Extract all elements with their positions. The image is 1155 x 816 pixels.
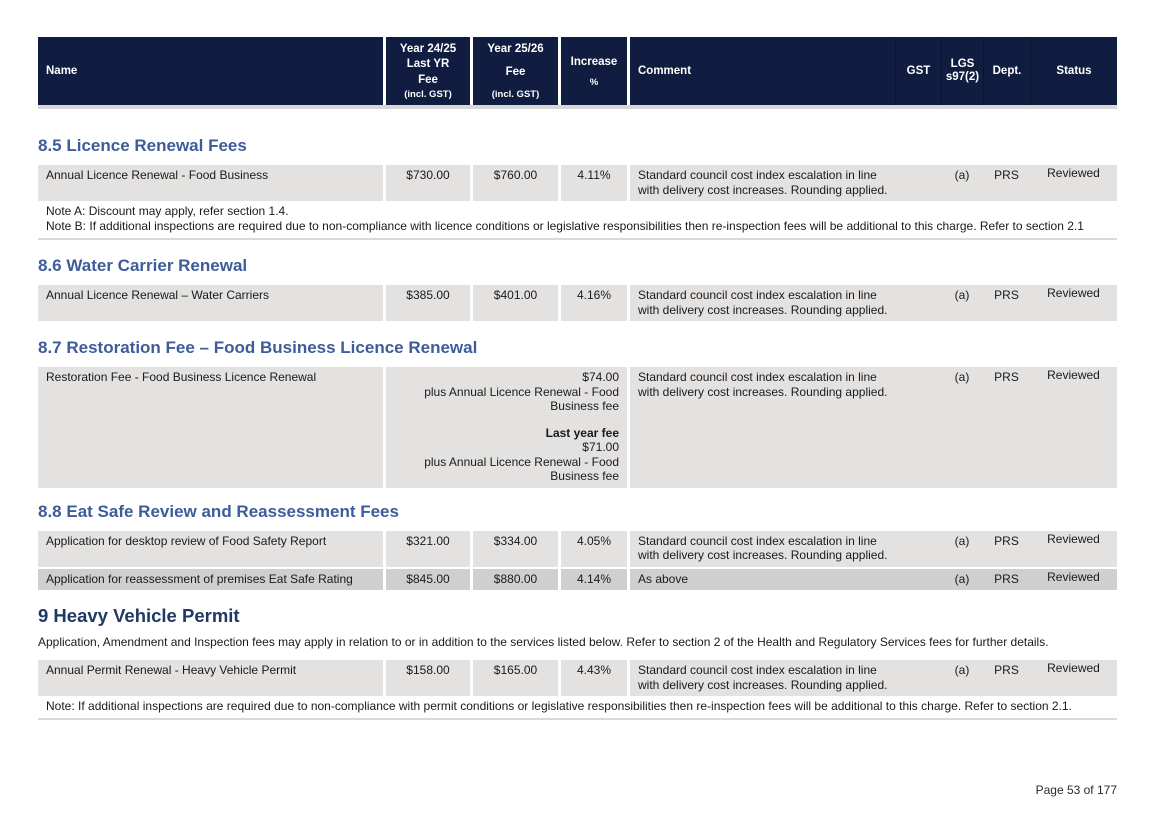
fee-composite-value: $74.00 plus Annual Licence Renewal - Food Business fee Last year fee $71.00 plus Annual Licence Renewal - Food Business fee — [386, 367, 627, 488]
table-row — [38, 569, 1117, 591]
page-number: Page 53 of 177 — [1035, 783, 1117, 797]
dept-value: PRS — [983, 165, 1030, 201]
lgs-value: (a) — [941, 660, 983, 696]
last-yr-fee-value: $158.00 — [386, 660, 470, 696]
table-row — [38, 660, 1117, 696]
column-header-lgs-s97-2: LGS s97(2) — [941, 37, 983, 105]
fee-name: Application for desktop review of Food Safety Report — [38, 531, 383, 567]
dept-value: PRS — [983, 285, 1030, 321]
gst-value — [895, 367, 941, 488]
table-header-row — [38, 37, 1117, 109]
last-yr-fee-value: $845.00 — [386, 569, 470, 591]
section-intro-text: Application, Amendment and Inspection fees may apply in relation to or in addition to the services listed below. Refer to section 2 of the Health and Regulatory Services fees for further details. — [38, 635, 1049, 649]
comment-value: Standard council cost index escalation in line with delivery cost increases. Rounding applied. — [630, 531, 895, 567]
status-value: Reviewed — [1030, 531, 1117, 567]
section-notes — [38, 201, 1117, 240]
note-line: Note: If additional inspections are required due to non-compliance with permit conditions or legislative responsibilities then re-inspection fees will be additional to this charge. Refer to section 2.1. — [46, 699, 1072, 713]
note-line: Note B: If additional inspections are required due to non-compliance with licence conditions or legislative responsibilities then re-inspection fees will be additional to this charge. Refer to section 2.1 — [46, 219, 1084, 233]
dept-value: PRS — [983, 660, 1030, 696]
comment-value: Standard council cost index escalation in line with delivery cost increases. Rounding applied. — [630, 285, 895, 321]
column-header-status: Status — [1030, 37, 1117, 105]
column-header-comment: Comment — [638, 65, 692, 77]
increase-value: 4.16% — [561, 285, 627, 321]
lgs-value: (a) — [941, 165, 983, 201]
status-value: Reviewed — [1030, 165, 1117, 201]
gst-value — [895, 660, 941, 696]
section-heading-8-6: 8.6 Water Carrier Renewal — [38, 256, 248, 275]
table-row — [38, 367, 1117, 488]
column-header-fee: Year 25/26 Fee (incl. GST) — [473, 37, 558, 105]
note-line: Note A: Discount may apply, refer section 1.4. — [46, 204, 289, 218]
increase-value: 4.14% — [561, 569, 627, 591]
status-value: Reviewed — [1030, 367, 1117, 488]
gst-value — [895, 285, 941, 321]
dept-value: PRS — [983, 569, 1030, 591]
dept-value: PRS — [983, 367, 1030, 488]
lgs-value: (a) — [941, 569, 983, 591]
fee-value: $401.00 — [473, 285, 558, 321]
column-header-dept: Dept. — [983, 37, 1030, 105]
last-yr-fee-value: $385.00 — [386, 285, 470, 321]
section-heading-9: 9 Heavy Vehicle Permit — [38, 605, 240, 626]
increase-value: 4.05% — [561, 531, 627, 567]
lgs-value: (a) — [941, 531, 983, 567]
comment-value: Standard council cost index escalation in line with delivery cost increases. Rounding applied. — [630, 367, 895, 488]
status-value: Reviewed — [1030, 569, 1117, 591]
fee-name: Annual Licence Renewal – Water Carriers — [38, 285, 383, 321]
column-header-name: Name — [38, 37, 383, 105]
fee-name: Restoration Fee - Food Business Licence Renewal — [38, 367, 383, 488]
table-row — [38, 165, 1117, 201]
lgs-value: (a) — [941, 285, 983, 321]
section-notes — [38, 696, 1117, 720]
fee-name: Annual Licence Renewal - Food Business — [38, 165, 383, 201]
section-heading-8-7: 8.7 Restoration Fee – Food Business Licence Renewal — [38, 338, 478, 357]
fee-name: Annual Permit Renewal - Heavy Vehicle Permit — [38, 660, 383, 696]
column-header-increase: Increase % — [561, 37, 627, 105]
table-row — [38, 531, 1117, 567]
column-header-last-yr-fee: Year 24/25 Last YR Fee (incl. GST) — [386, 37, 470, 105]
gst-value — [895, 165, 941, 201]
column-header-right-block — [630, 37, 1117, 105]
column-header-gst: GST — [895, 37, 941, 105]
fee-value: $880.00 — [473, 569, 558, 591]
increase-value: 4.43% — [561, 660, 627, 696]
section-heading-8-5: 8.5 Licence Renewal Fees — [38, 136, 247, 155]
lgs-value: (a) — [941, 367, 983, 488]
gst-value — [895, 569, 941, 591]
dept-value: PRS — [983, 531, 1030, 567]
gst-value — [895, 531, 941, 567]
fee-name: Application for reassessment of premises Eat Safe Rating — [38, 569, 383, 591]
fee-value: $165.00 — [473, 660, 558, 696]
last-yr-fee-value: $321.00 — [386, 531, 470, 567]
comment-value: Standard council cost index escalation in line with delivery cost increases. Rounding applied. — [630, 660, 895, 696]
fees-table — [38, 37, 1117, 720]
status-value: Reviewed — [1030, 660, 1117, 696]
fee-value: $334.00 — [473, 531, 558, 567]
fee-value: $760.00 — [473, 165, 558, 201]
last-yr-fee-value: $730.00 — [386, 165, 470, 201]
section-heading-8-8: 8.8 Eat Safe Review and Reassessment Fees — [38, 501, 399, 521]
comment-value: Standard council cost index escalation in line with delivery cost increases. Rounding applied. — [630, 165, 895, 201]
status-value: Reviewed — [1030, 285, 1117, 321]
increase-value: 4.11% — [561, 165, 627, 201]
table-row — [38, 285, 1117, 321]
comment-value: As above — [630, 569, 895, 591]
